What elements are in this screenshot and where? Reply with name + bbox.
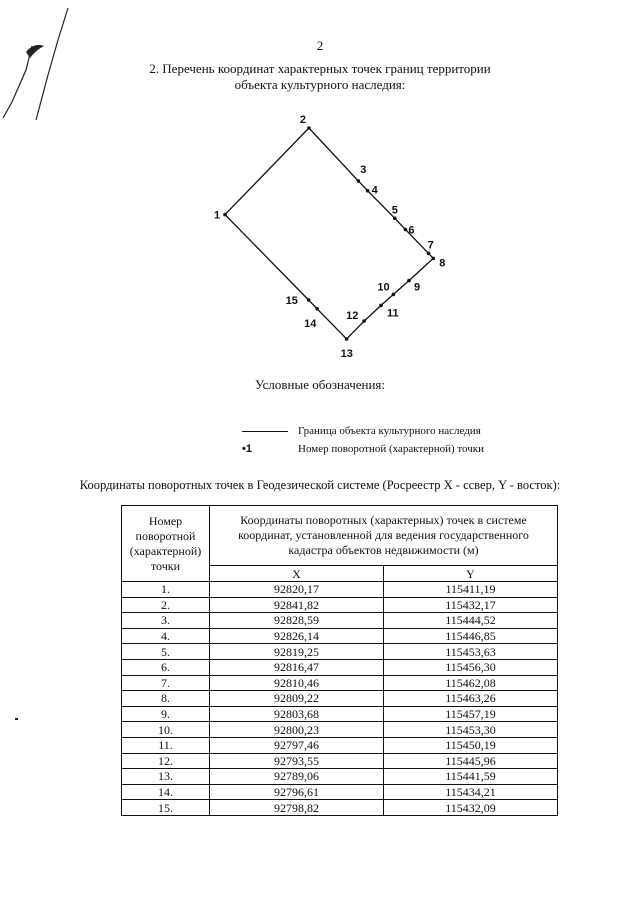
point-label-5: 5	[391, 204, 398, 217]
legend-point-label: Номер поворотной (характерной) точки	[298, 443, 485, 455]
point-label-11: 11	[387, 307, 399, 320]
table-cell-n: 7.	[122, 675, 210, 691]
table-row	[122, 800, 558, 816]
table-cell-x: 92797,46	[210, 737, 384, 753]
table-cell-n: 13.	[122, 769, 210, 785]
legend-point-row	[242, 443, 484, 455]
diagram-layer	[214, 114, 445, 360]
boundary-point-6	[404, 228, 408, 232]
table-row	[122, 582, 558, 598]
table-cell-n: 11.	[122, 737, 210, 753]
boundary-point-7	[427, 252, 431, 256]
table-cell-y: 115456,30	[384, 659, 558, 675]
table-cell-y: 115441,59	[384, 769, 558, 785]
table-cell-n: 8.	[122, 691, 210, 707]
boundary-point-5	[393, 217, 397, 221]
legend-boundary-row	[242, 425, 481, 437]
table-cell-x: 92826,14	[210, 628, 384, 644]
header-y: Y	[384, 566, 558, 582]
table-cell-n: 9.	[122, 706, 210, 722]
table-cell-y: 115450,19	[384, 737, 558, 753]
table-cell-x: 92809,22	[210, 691, 384, 707]
table-cell-y: 115445,96	[384, 753, 558, 769]
point-symbol-sample: •1	[242, 443, 252, 455]
table-cell-y: 115432,17	[384, 597, 558, 613]
margin-pen-strokes	[3, 8, 68, 120]
table-cell-x: 92798,82	[210, 800, 384, 816]
point-label-8: 8	[439, 257, 446, 270]
table-row	[122, 706, 558, 722]
point-label-10: 10	[377, 281, 390, 294]
point-label-12: 12	[346, 310, 359, 323]
table-row	[122, 691, 558, 707]
table-cell-x: 92828,59	[210, 613, 384, 629]
boundary-point-2	[307, 126, 311, 130]
header-x: X	[210, 566, 384, 582]
legend-boundary-label: Граница объекта культурного наследия	[298, 425, 481, 437]
table-cell-n: 1.	[122, 582, 210, 598]
table-cell-y: 115457,19	[384, 706, 558, 722]
table-row	[122, 784, 558, 800]
table-cell-n: 12.	[122, 753, 210, 769]
point-label-2: 2	[299, 114, 307, 126]
table-cell-y: 115444,52	[384, 613, 558, 629]
table-cell-y: 115462,08	[384, 675, 558, 691]
table-cell-n: 3.	[122, 613, 210, 629]
table-cell-x: 92810,46	[210, 675, 384, 691]
scan-mark	[15, 718, 18, 720]
table-cell-n: 10.	[122, 722, 210, 738]
table-cell-x: 92803,68	[210, 706, 384, 722]
table-cell-x: 92820,17	[210, 582, 384, 598]
table-cell-n: 14.	[122, 784, 210, 800]
table-row	[122, 597, 558, 613]
point-label-9: 9	[414, 281, 421, 294]
table-row	[122, 613, 558, 629]
heading-line-1: 2. Перечень координат характерных точек границ территории	[149, 61, 491, 76]
boundary-point-14	[315, 307, 319, 311]
table-cell-x: 92841,82	[210, 597, 384, 613]
table-row	[122, 769, 558, 785]
table-row	[122, 753, 558, 769]
table-cell-n: 5.	[122, 644, 210, 660]
table-cell-x: 92796,61	[210, 784, 384, 800]
legend-title: Условные обозначения:	[254, 377, 386, 392]
table-cell-y: 115463,26	[384, 691, 558, 707]
header-coordinates: Координаты поворотных (характерных) точек в системе координат, установленной для ведения государственного кадастра объектов недвижимости (м)	[210, 506, 558, 566]
boundary-line-sample	[242, 431, 288, 432]
table-row	[122, 722, 558, 738]
table-row	[122, 737, 558, 753]
table-cell-n: 4.	[122, 628, 210, 644]
table-cell-y: 115453,30	[384, 722, 558, 738]
point-label-6: 6	[408, 224, 415, 237]
table-row	[122, 644, 558, 660]
table-cell-y: 115411,19	[384, 582, 558, 598]
boundary-point-15	[307, 298, 311, 302]
coordinates-table	[121, 505, 558, 816]
table-cell-y: 115446,85	[384, 628, 558, 644]
boundary-point-8	[432, 257, 436, 261]
table-row	[122, 659, 558, 675]
point-label-4: 4	[371, 184, 378, 197]
table-cell-n: 15.	[122, 800, 210, 816]
coords-caption: Координаты поворотных точек в Геодезической системе (Росреестр X - ссвер, Y - восток):	[79, 478, 561, 492]
boundary-point-12	[362, 319, 366, 323]
heading-line-2: объекта культурного наследия:	[234, 77, 406, 92]
point-label-7: 7	[427, 239, 434, 252]
point-label-13: 13	[340, 348, 353, 360]
page-number: 2	[316, 38, 324, 53]
table-cell-y: 115432,09	[384, 800, 558, 816]
table-row	[122, 675, 558, 691]
table-cell-y: 115453,63	[384, 644, 558, 660]
boundary-point-10	[392, 293, 396, 297]
point-label-3: 3	[360, 163, 367, 176]
boundary-point-9	[407, 279, 411, 283]
header-point-number: Номер поворотной (характерной) точки	[122, 506, 210, 582]
table-cell-y: 115434,21	[384, 784, 558, 800]
boundary-point-4	[366, 189, 370, 193]
coordinates-table-body	[122, 582, 558, 816]
table-cell-x: 92816,47	[210, 659, 384, 675]
table-cell-x: 92789,06	[210, 769, 384, 785]
boundary-point-3	[357, 179, 361, 183]
table-cell-x: 92819,25	[210, 644, 384, 660]
table-cell-n: 2.	[122, 597, 210, 613]
table-cell-n: 6.	[122, 659, 210, 675]
table-cell-x: 92800,23	[210, 722, 384, 738]
point-label-14: 14	[304, 317, 317, 330]
boundary-point-11	[379, 304, 383, 308]
boundary-polygon	[225, 128, 433, 339]
point-label-1: 1	[214, 209, 221, 222]
point-label-15: 15	[285, 295, 298, 307]
table-row	[122, 628, 558, 644]
table-cell-x: 92793,55	[210, 753, 384, 769]
boundary-point-13	[345, 337, 349, 341]
boundary-point-1	[223, 213, 227, 217]
